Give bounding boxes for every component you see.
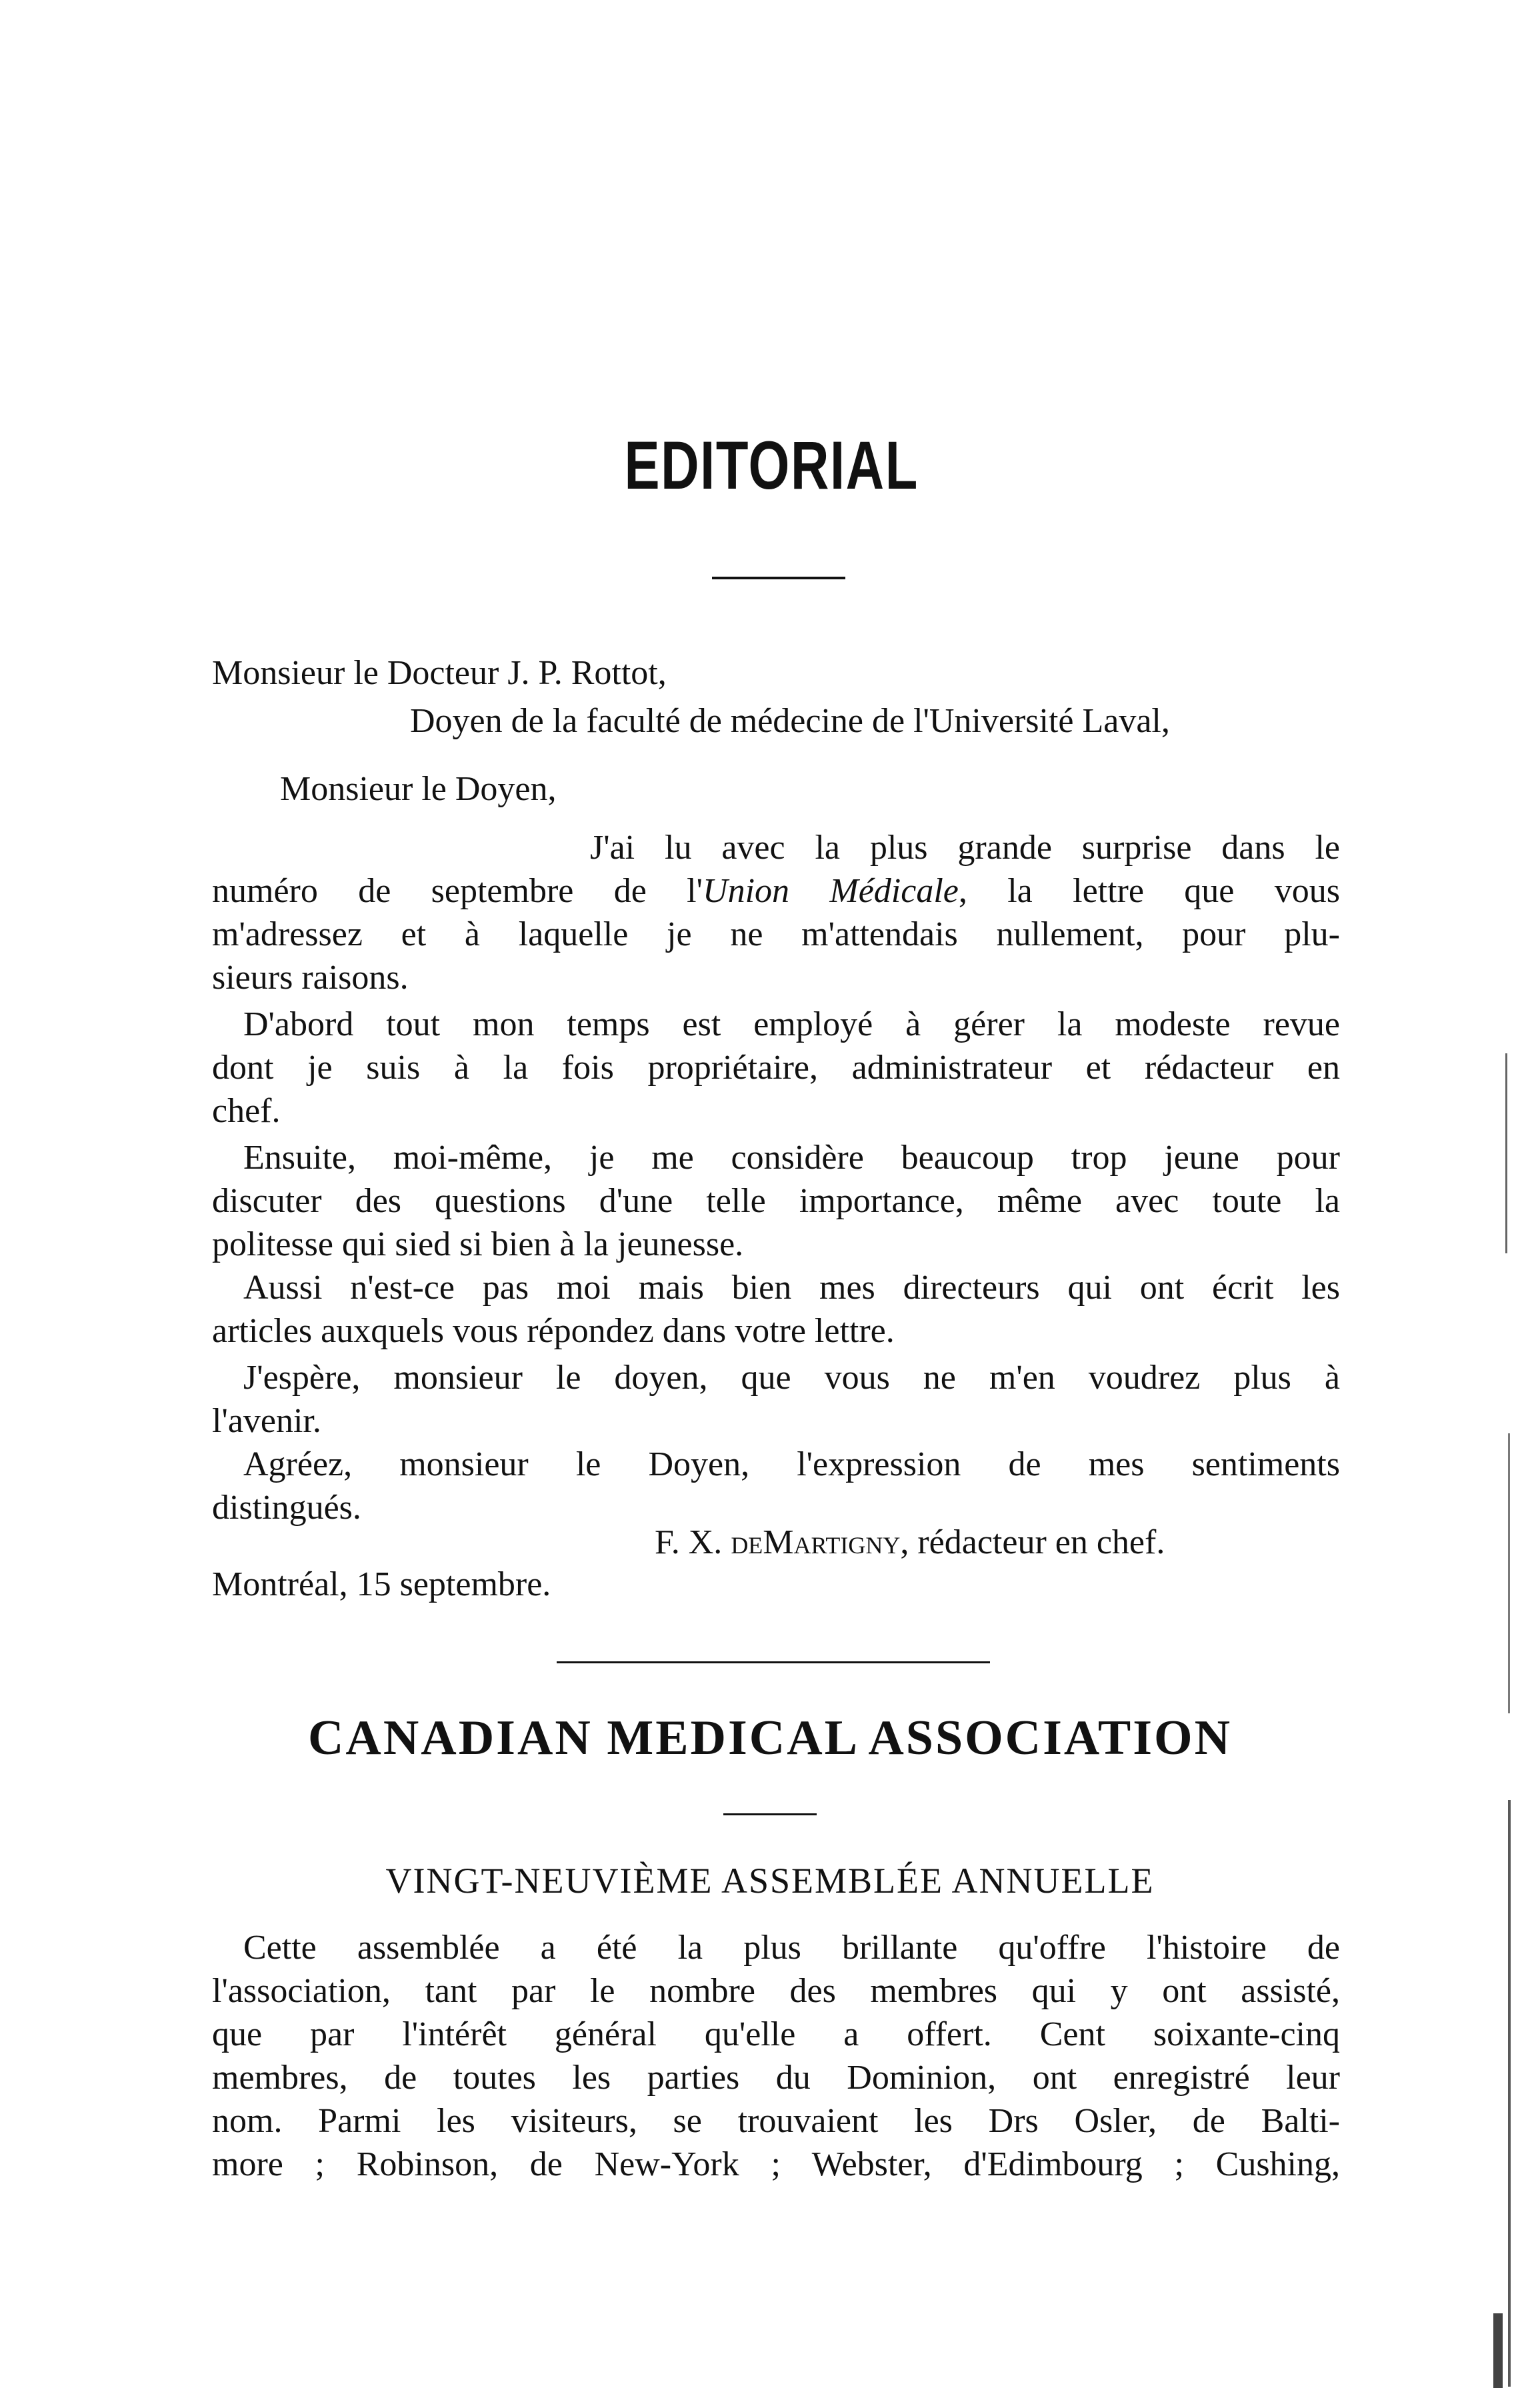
- section-title: CANADIAN MEDICAL ASSOCIATION: [307, 1711, 1233, 1765]
- signature-name: deMartigny: [731, 1523, 901, 1561]
- salutation-name: Monsieur le Docteur J. P. Rottot,: [212, 654, 667, 692]
- paragraph-line: que par l'intérêt général qu'elle a offert. Cent soixante-cinq: [212, 2015, 1340, 2053]
- place-date: Montréal, 15 septembre.: [212, 1565, 551, 1603]
- section-title-rule: [723, 1813, 817, 1815]
- subsection-title: VINGT-NEUVIÈME ASSEMBLÉE ANNUELLE: [385, 1861, 1155, 1901]
- paragraph-line: m'adressez et à laquelle je ne m'attendais nullement, pour plu-: [212, 915, 1340, 953]
- signature-prefix: F. X.: [655, 1523, 731, 1561]
- paragraph-line: dont je suis à la fois propriétaire, administrateur et rédacteur en: [212, 1049, 1340, 1087]
- scan-edge-mark: [1493, 2313, 1503, 2388]
- scan-edge-mark: [1508, 1433, 1510, 1713]
- greeting: Monsieur le Doyen,: [280, 770, 557, 808]
- scan-edge-mark: [1508, 1800, 1511, 2387]
- paragraph-line: sieurs raisons.: [212, 959, 409, 997]
- paragraph-line: articles auxquels vous répondez dans votre lettre.: [212, 1312, 895, 1350]
- paragraph-line: discuter des questions d'une telle importance, même avec toute la: [212, 1182, 1340, 1220]
- paragraph-line: politesse qui sied si bien à la jeunesse.: [212, 1225, 744, 1263]
- signature: [655, 1521, 1165, 1564]
- paragraph-line: J'espère, monsieur le doyen, que vous ne m'en voudrez plus à: [243, 1359, 1340, 1397]
- signature-suffix: , rédacteur en chef.: [900, 1523, 1165, 1561]
- editorial-title: EDITORIAL: [624, 427, 919, 503]
- paragraph-line: Cette assemblée a été la plus brillante qu'offre l'histoire de: [243, 1929, 1340, 1967]
- paragraph-line: more ; Robinson, de New-York ; Webster, d'Edimbourg ; Cushing,: [212, 2145, 1340, 2183]
- scan-edge-mark: [1505, 1053, 1507, 1253]
- paragraph-line: [212, 870, 1340, 913]
- paragraph-line-end: , la lettre que vous: [958, 872, 1340, 910]
- paragraph-line: l'avenir.: [212, 1402, 321, 1440]
- editorial-rule: [712, 577, 845, 579]
- paragraph-line: l'association, tant par le nombre des membres qui y ont assisté,: [212, 1972, 1340, 2010]
- paragraph-line: Ensuite, moi-même, je me considère beaucoup trop jeune pour: [243, 1139, 1340, 1177]
- paragraph-line: membres, de toutes les parties du Dominion, ont enregistré leur: [212, 2059, 1340, 2097]
- paragraph-line: chef.: [212, 1092, 281, 1130]
- paragraph-line: nom. Parmi les visiteurs, se trouvaient les Drs Osler, de Balti-: [212, 2102, 1340, 2140]
- section-separator: [557, 1661, 990, 1663]
- paragraph-line: Aussi n'est-ce pas moi mais bien mes directeurs qui ont écrit les: [243, 1269, 1340, 1307]
- paragraph-line: distingués.: [212, 1489, 361, 1527]
- journal-name: Union Médicale: [703, 872, 959, 910]
- paragraph-line: J'ai lu avec la plus grande surprise dans le: [590, 829, 1340, 867]
- salutation-title: Doyen de la faculté de médecine de l'Université Laval,: [410, 702, 1170, 740]
- paragraph-line-start: numéro de septembre de l': [212, 872, 703, 910]
- paragraph-line: Agréez, monsieur le Doyen, l'expression de mes sentiments: [243, 1445, 1340, 1483]
- paragraph-line: D'abord tout mon temps est employé à gérer la modeste revue: [243, 1005, 1340, 1043]
